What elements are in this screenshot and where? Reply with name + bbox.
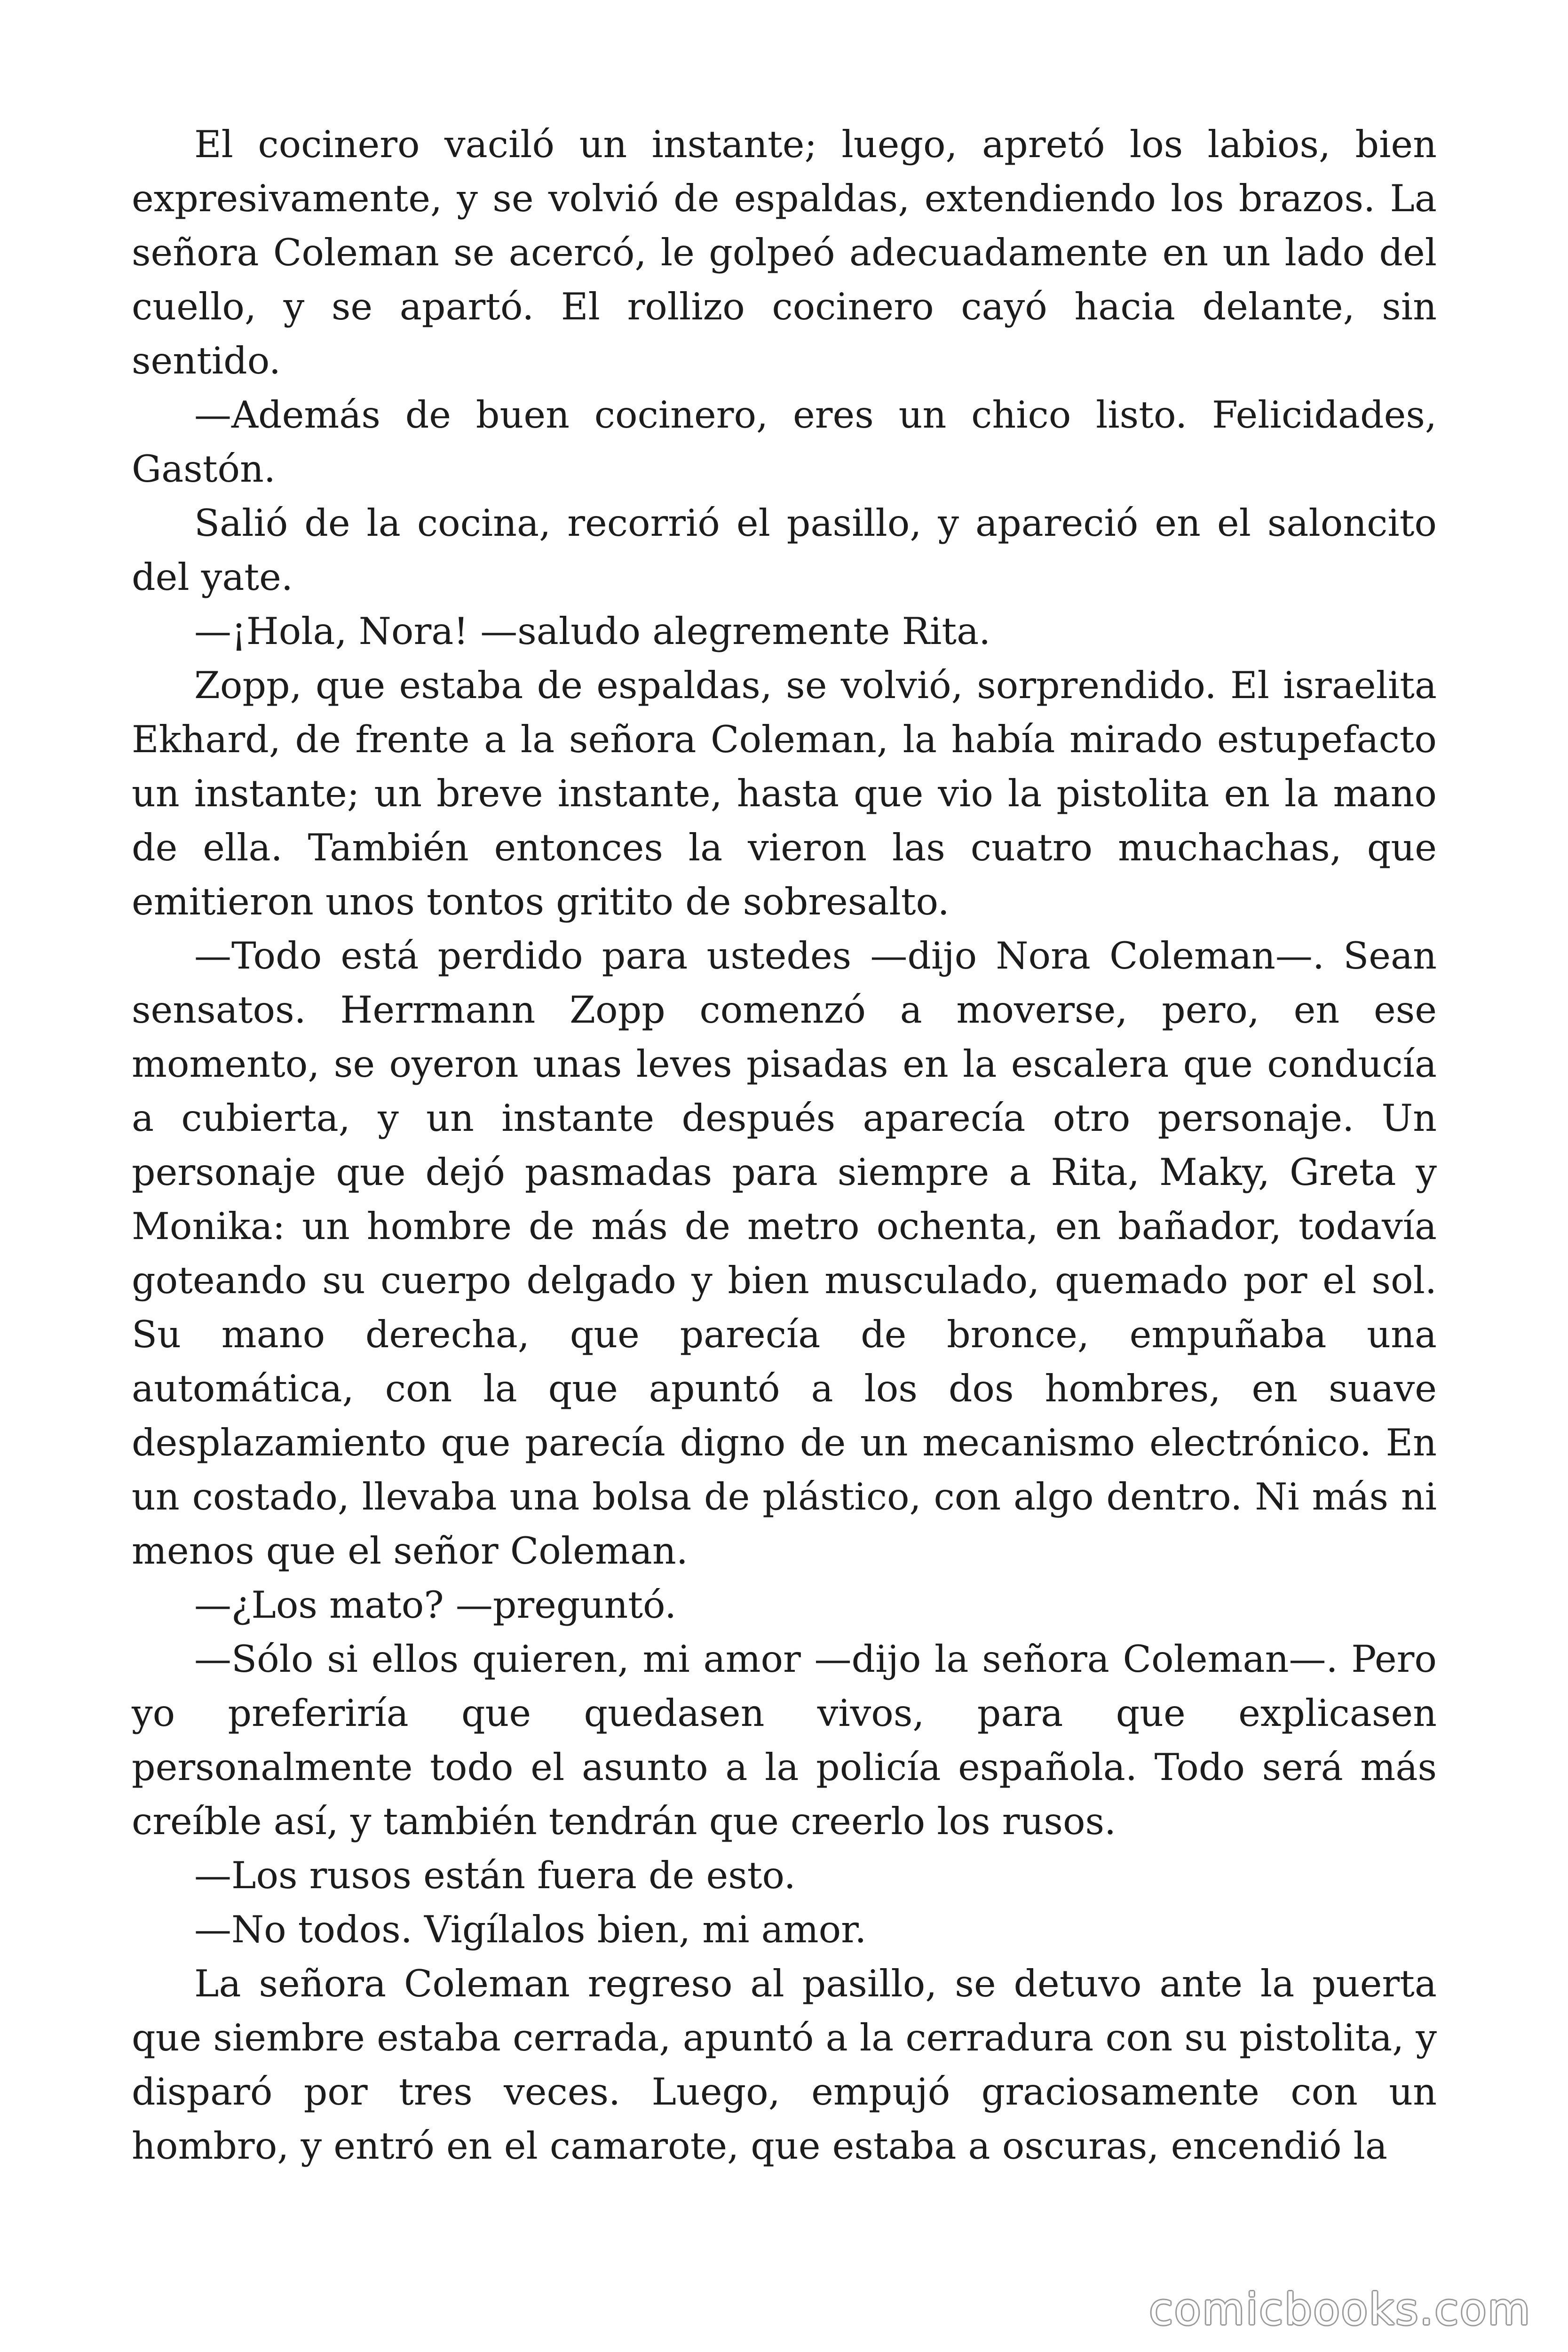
paragraph-1: El cocinero vaciló un instante; luego, apretó los labios, bien expresivamente, y se volvió de espaldas, extendiendo los brazos. La señora Coleman se acercó, le golpeó adecuadamente en un lado del cuello, y se apartó. El rollizo cocinero cayó hacia delante, sin sentido. <box>132 123 1437 382</box>
body-text <box>132 118 1437 2173</box>
paragraph-11: La señora Coleman regreso al pasillo, se detuvo ante la puerta que siembre estaba cerrada, apuntó a la cerradura con su pistolita, y disparó por tres veces. Luego, empujó graciosamente con un hombro, y entró en el camarote, que estaba a oscuras, encendió la <box>132 1962 1437 2168</box>
paragraph-4: —¡Hola, Nora! —saludo alegremente Rita. <box>194 610 991 653</box>
paragraph-6: —Todo está perdido para ustedes —dijo Nora Coleman—. Sean sensatos. Herrmann Zopp comenzó a moverse, pero, en ese momento, se oyeron unas leves pisadas en la escalera que conducía a cubierta, y un instante después aparecía otro personaje. Un personaje que dejó pasmadas para siempre a Rita, Maky, Greta y Monika: un hombre de más de metro ochenta, en bañador, todavía goteando su cuerpo delgado y bien musculado, quemado por el sol. Su mano derecha, que parecía de bronce, empuñaba una automática, con la que apuntó a los dos hombres, en suave desplazamiento que parecía digno de un mecanismo electrónico. En un costado, llevaba una bolsa de plástico, con algo dentro. Ni más ni menos que el señor Coleman. <box>132 934 1437 1573</box>
paragraph-8: —Sólo si ellos quieren, mi amor —dijo la señora Coleman—. Pero yo preferiría que quedasen vivos, para que explicasen personalmente todo el asunto a la policía española. Todo será más creíble así, y también tendrán que creerlo los rusos. <box>132 1637 1437 1843</box>
paragraph-10: —No todos. Vigílalos bien, mi amor. <box>194 1908 867 1951</box>
paragraph-9: —Los rusos están fuera de esto. <box>194 1854 796 1897</box>
watermark: comicbooks.com <box>1149 2284 1531 2335</box>
paragraph-3: Salió de la cocina, recorrió el pasillo, y apareció en el saloncito del yate. <box>132 501 1437 599</box>
paragraph-2: —Además de buen cocinero, eres un chico listo. Felicidades, Gastón. <box>132 393 1437 491</box>
paragraph-5: Zopp, que estaba de espaldas, se volvió, sorprendido. El israelita Ekhard, de frente a la señora Coleman, la había mirado estupefacto un instante; un breve instante, hasta que vio la pistolita en la mano de ella. También entonces la vieron las cuatro muchachas, que emitieron unos tontos gritito de sobresalto. <box>132 664 1437 923</box>
paragraph-7: —¿Los mato? —preguntó. <box>194 1583 677 1627</box>
